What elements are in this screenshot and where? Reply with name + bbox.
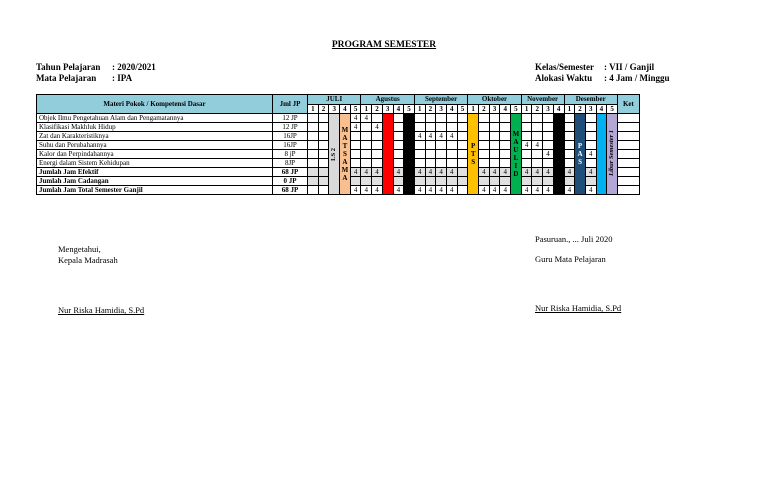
week-number: 4	[340, 104, 351, 114]
week-cell: 4	[372, 186, 383, 195]
ket-cell	[617, 123, 639, 132]
ket-cell	[617, 159, 639, 168]
week-cell: 4	[436, 168, 447, 177]
week-cell	[564, 177, 575, 186]
week-cell	[446, 114, 457, 123]
libur-block	[607, 114, 618, 195]
week-cell	[489, 132, 500, 141]
week-cell	[372, 150, 383, 159]
week-cell	[425, 114, 436, 123]
week-cell: 4	[479, 186, 490, 195]
week-cell	[436, 150, 447, 159]
week-cell	[585, 141, 596, 150]
week-cell	[425, 141, 436, 150]
week-cell	[564, 141, 575, 150]
week-cell: 4	[543, 186, 554, 195]
week-number: 4	[596, 104, 607, 114]
week-cell	[308, 141, 319, 150]
week-cell	[457, 123, 468, 132]
week-number: 4	[446, 104, 457, 114]
alokasi-label: Alokasi Waktu	[535, 73, 593, 83]
week-number: 2	[425, 104, 436, 114]
week-cell	[318, 123, 329, 132]
week-cell	[446, 159, 457, 168]
week-cell	[564, 159, 575, 168]
label-letter: T	[470, 150, 476, 158]
label-letter: M	[512, 130, 520, 138]
materi-cell: Jumlah Jam Efektif	[37, 168, 273, 177]
week-cell	[457, 132, 468, 141]
week-number: 5	[607, 104, 618, 114]
jp-cell: 68 JP	[273, 168, 308, 177]
week-number: 1	[468, 104, 479, 114]
week-cell: 4	[564, 168, 575, 177]
week-cell: 4	[425, 186, 436, 195]
week-cell	[361, 123, 372, 132]
week-cell: 4	[543, 168, 554, 177]
week-cell: 4	[446, 186, 457, 195]
month-header: Desember	[564, 95, 617, 105]
week-cell: 4	[425, 132, 436, 141]
week-cell	[372, 114, 383, 123]
week-cell	[308, 150, 319, 159]
week-cell	[585, 177, 596, 186]
label-letter: A	[342, 134, 348, 142]
week-cell	[393, 177, 404, 186]
label-letter: A	[513, 138, 519, 146]
week-cell: 4	[361, 114, 372, 123]
week-cell	[500, 132, 511, 141]
week-cell	[425, 123, 436, 132]
week-cell: 4	[500, 168, 511, 177]
ket-cell	[617, 168, 639, 177]
week-cell	[457, 114, 468, 123]
week-cell	[479, 141, 490, 150]
week-cell	[414, 123, 425, 132]
week-cell	[372, 177, 383, 186]
week-cell	[350, 177, 361, 186]
week-cell: 4	[564, 186, 575, 195]
label-letter: P	[471, 142, 476, 150]
week-cell	[361, 141, 372, 150]
week-cell: 4	[372, 168, 383, 177]
header-row-months	[37, 95, 640, 105]
week-number: 5	[404, 104, 415, 114]
week-cell: 4	[350, 123, 361, 132]
week-cell: 4	[585, 150, 596, 159]
col-materi-header: Materi Pokok / Kompetensi Dasar	[37, 95, 273, 114]
week-cell	[308, 132, 319, 141]
week-number: 4	[553, 104, 564, 114]
jp-cell: 8 jP	[273, 150, 308, 159]
mengetahui-text: Mengetahui,	[58, 244, 101, 254]
week-cell	[446, 123, 457, 132]
label-letter: M	[341, 126, 349, 134]
ket-cell	[617, 177, 639, 186]
week-cell	[489, 159, 500, 168]
week-cell	[361, 132, 372, 141]
week-cell: 4	[479, 168, 490, 177]
week-cell	[564, 150, 575, 159]
week-cell	[350, 159, 361, 168]
guru-text: Guru Mata Pelajaran	[535, 254, 606, 264]
week-cell	[436, 114, 447, 123]
week-cell	[479, 132, 490, 141]
black-block	[404, 114, 415, 195]
week-cell	[585, 114, 596, 123]
week-cell	[521, 114, 532, 123]
week-cell	[414, 141, 425, 150]
mapel-value: : IPA	[112, 73, 133, 83]
week-cell	[425, 159, 436, 168]
jp-cell: 12 JP	[273, 114, 308, 123]
week-cell: 4	[532, 168, 543, 177]
week-cell	[500, 159, 511, 168]
week-cell: 4	[446, 132, 457, 141]
holiday-block	[382, 114, 393, 195]
label-letter: P	[577, 142, 583, 150]
guru-name: Nur Riska Hamidia, S.Pd	[535, 303, 622, 313]
week-cell	[489, 123, 500, 132]
meta-left	[36, 62, 156, 84]
week-cell	[425, 177, 436, 186]
week-cell: 4	[350, 114, 361, 123]
week-cell	[521, 123, 532, 132]
week-cell	[436, 141, 447, 150]
week-cell	[532, 123, 543, 132]
week-cell	[393, 159, 404, 168]
week-cell	[414, 114, 425, 123]
month-header: Oktober	[468, 95, 521, 105]
week-cell: 4	[532, 141, 543, 150]
week-number: 2	[318, 104, 329, 114]
week-cell	[457, 186, 468, 195]
week-number: 2	[575, 104, 586, 114]
week-number: 5	[350, 104, 361, 114]
week-cell	[521, 159, 532, 168]
week-cell	[372, 159, 383, 168]
black-block	[553, 114, 564, 195]
week-number: 1	[361, 104, 372, 114]
week-cell	[425, 150, 436, 159]
week-cell	[532, 132, 543, 141]
week-cell	[361, 150, 372, 159]
materi-cell: Zat dan Karakteristiknya	[37, 132, 273, 141]
week-cell	[414, 150, 425, 159]
tahun-label: Tahun Pelajaran	[36, 62, 101, 72]
week-cell	[372, 141, 383, 150]
table-row	[37, 114, 640, 123]
week-number: 1	[308, 104, 319, 114]
week-cell	[372, 132, 383, 141]
signature-left	[58, 244, 144, 316]
ket-cell	[617, 132, 639, 141]
week-cell	[500, 123, 511, 132]
maulid-label	[511, 130, 521, 178]
week-number: 1	[564, 104, 575, 114]
label-letter: T	[342, 142, 348, 150]
week-number: 3	[436, 104, 447, 114]
week-cell: 4	[446, 168, 457, 177]
place-date-text: Pasuruan., ... Juli 2020	[535, 234, 613, 244]
ket-cell	[617, 186, 639, 195]
week-cell	[318, 177, 329, 186]
materi-cell: Kalor dan Perpindahannya	[37, 150, 273, 159]
week-cell	[479, 114, 490, 123]
label-letter: M	[341, 166, 349, 174]
week-cell	[393, 141, 404, 150]
week-cell	[479, 123, 490, 132]
week-cell: 4	[585, 168, 596, 177]
week-cell: 4	[521, 168, 532, 177]
alokasi-value: : 4 Jam / Minggu	[604, 73, 670, 83]
ket-cell	[617, 150, 639, 159]
week-cell	[318, 168, 329, 177]
week-cell: 4	[585, 186, 596, 195]
week-cell: 4	[393, 168, 404, 177]
week-cell	[521, 177, 532, 186]
week-cell	[446, 150, 457, 159]
week-cell	[318, 141, 329, 150]
materi-cell: Suhu dan Perubahannya	[37, 141, 273, 150]
label-letter: U	[513, 146, 519, 154]
week-cell	[564, 132, 575, 141]
week-cell: 4	[425, 168, 436, 177]
week-cell	[350, 150, 361, 159]
label-letter: D	[513, 170, 519, 178]
week-cell	[521, 150, 532, 159]
week-cell: 4	[414, 186, 425, 195]
libur-label: Libur Semester 1	[608, 130, 616, 176]
week-cell	[585, 159, 596, 168]
week-cell: 4	[414, 168, 425, 177]
pas-label	[575, 142, 585, 166]
meta-right	[535, 62, 670, 84]
week-cell	[318, 114, 329, 123]
label-letter: S	[578, 158, 582, 166]
week-number: 3	[329, 104, 340, 114]
label-letter: L	[513, 154, 519, 162]
program-semester-table	[36, 94, 640, 195]
maulid-block	[511, 114, 522, 195]
label-letter: I	[514, 162, 518, 170]
week-cell	[350, 141, 361, 150]
week-cell	[489, 150, 500, 159]
week-cell	[532, 150, 543, 159]
col-jml-header: Jml JP	[273, 95, 308, 114]
week-cell: 4	[414, 132, 425, 141]
week-number: 3	[585, 104, 596, 114]
week-cell	[532, 159, 543, 168]
week-cell	[457, 141, 468, 150]
mapel-label: Mata Pelajaran	[36, 73, 97, 83]
week-cell: 4	[436, 186, 447, 195]
week-cell	[585, 132, 596, 141]
week-number: 1	[521, 104, 532, 114]
week-cell	[521, 132, 532, 141]
jp-cell: 12 JP	[273, 123, 308, 132]
week-number: 3	[543, 104, 554, 114]
label-letter: A	[342, 174, 348, 182]
week-cell	[457, 150, 468, 159]
week-cell	[489, 177, 500, 186]
cyan-block	[596, 114, 607, 195]
week-cell	[479, 177, 490, 186]
label-letter: S	[342, 150, 347, 158]
kelas-value: : VII / Ganjil	[604, 62, 655, 72]
ket-cell	[617, 114, 639, 123]
week-cell: 4	[393, 186, 404, 195]
week-cell	[543, 159, 554, 168]
kepala-name: Nur Riska Hamidia, S.Pd	[58, 305, 145, 315]
week-cell	[414, 159, 425, 168]
pts-block	[468, 114, 479, 195]
label-letter: S	[471, 158, 476, 166]
month-header: Agustus	[361, 95, 414, 105]
week-cell	[446, 141, 457, 150]
month-header: JULI	[308, 95, 361, 105]
week-number: 3	[489, 104, 500, 114]
week-cell	[479, 159, 490, 168]
week-number: 3	[382, 104, 393, 114]
week-cell: 4	[489, 186, 500, 195]
week-cell: 4	[350, 186, 361, 195]
week-cell	[308, 123, 319, 132]
jp-cell: 8JP	[273, 159, 308, 168]
week-cell	[457, 168, 468, 177]
col-ket-header: Ket	[617, 95, 639, 114]
tahun-value: : 2020/2021	[112, 62, 156, 72]
week-number: 5	[457, 104, 468, 114]
pts-label	[468, 142, 478, 166]
jp-cell: 16JP	[273, 141, 308, 150]
week-cell	[393, 132, 404, 141]
ket-cell	[617, 141, 639, 150]
ls2-block	[329, 114, 340, 195]
week-cell	[457, 159, 468, 168]
materi-cell: Jumlah Jam Cadangan	[37, 177, 273, 186]
week-cell	[318, 150, 329, 159]
document-title: PROGRAM SEMESTER	[331, 40, 437, 50]
week-cell	[308, 186, 319, 195]
week-cell	[393, 123, 404, 132]
label-letter: A	[342, 158, 348, 166]
materi-cell: Objek Ilmu Pengetahuan Alam dan Pengamatannya	[37, 114, 273, 123]
week-cell	[585, 123, 596, 132]
week-cell	[543, 141, 554, 150]
week-cell	[457, 177, 468, 186]
week-cell	[393, 114, 404, 123]
week-number: 4	[393, 104, 404, 114]
week-cell	[308, 177, 319, 186]
month-header: September	[414, 95, 467, 105]
week-cell	[436, 159, 447, 168]
kepala-madrasah-text: Kepala Madrasah	[58, 255, 118, 265]
week-cell	[564, 123, 575, 132]
week-cell	[308, 159, 319, 168]
week-cell	[361, 177, 372, 186]
week-cell	[532, 114, 543, 123]
week-cell	[489, 114, 500, 123]
week-cell	[361, 159, 372, 168]
week-number: 5	[511, 104, 522, 114]
week-cell: 4	[543, 150, 554, 159]
label-letter: A	[577, 150, 583, 158]
week-cell: 4	[350, 168, 361, 177]
week-cell	[318, 186, 329, 195]
week-number: 2	[372, 104, 383, 114]
week-cell	[436, 177, 447, 186]
materi-cell: Klasifikasi Makhluk Hidup	[37, 123, 273, 132]
week-cell	[532, 177, 543, 186]
week-number: 2	[532, 104, 543, 114]
week-cell	[500, 114, 511, 123]
signature-right	[535, 234, 621, 314]
week-cell: 4	[500, 186, 511, 195]
week-cell: 4	[521, 141, 532, 150]
materi-cell: Jumlah Jam Total Semester Ganjil	[37, 186, 273, 195]
ls2-label: LS 2	[330, 147, 338, 161]
week-cell: 4	[436, 132, 447, 141]
week-number: 2	[479, 104, 490, 114]
week-cell	[564, 114, 575, 123]
jp-cell: 68 JP	[273, 186, 308, 195]
month-header: November	[521, 95, 564, 105]
week-cell: 4	[532, 186, 543, 195]
week-cell: 4	[361, 186, 372, 195]
week-cell: 4	[521, 186, 532, 195]
week-cell: 4	[361, 168, 372, 177]
week-cell	[436, 123, 447, 132]
week-cell	[543, 123, 554, 132]
jp-cell: 0 JP	[273, 177, 308, 186]
week-cell	[414, 177, 425, 186]
materi-cell: Energi dalam Sistem Kehidupan	[37, 159, 273, 168]
week-number: 1	[414, 104, 425, 114]
week-cell	[318, 159, 329, 168]
week-cell	[479, 150, 490, 159]
week-cell	[543, 177, 554, 186]
week-cell	[393, 150, 404, 159]
week-cell	[543, 132, 554, 141]
week-cell	[446, 177, 457, 186]
week-cell	[308, 114, 319, 123]
week-cell: 4	[372, 123, 383, 132]
week-cell: 4	[489, 168, 500, 177]
week-cell	[489, 141, 500, 150]
matsama-label	[340, 126, 350, 182]
week-cell	[308, 168, 319, 177]
kelas-label: Kelas/Semester	[535, 62, 594, 72]
week-cell	[500, 141, 511, 150]
week-cell	[500, 150, 511, 159]
matsama-block	[340, 114, 351, 195]
pas-block	[575, 114, 586, 195]
week-cell	[500, 177, 511, 186]
week-number: 4	[500, 104, 511, 114]
week-cell	[350, 132, 361, 141]
week-cell	[318, 132, 329, 141]
jp-cell: 16JP	[273, 132, 308, 141]
week-cell	[543, 114, 554, 123]
